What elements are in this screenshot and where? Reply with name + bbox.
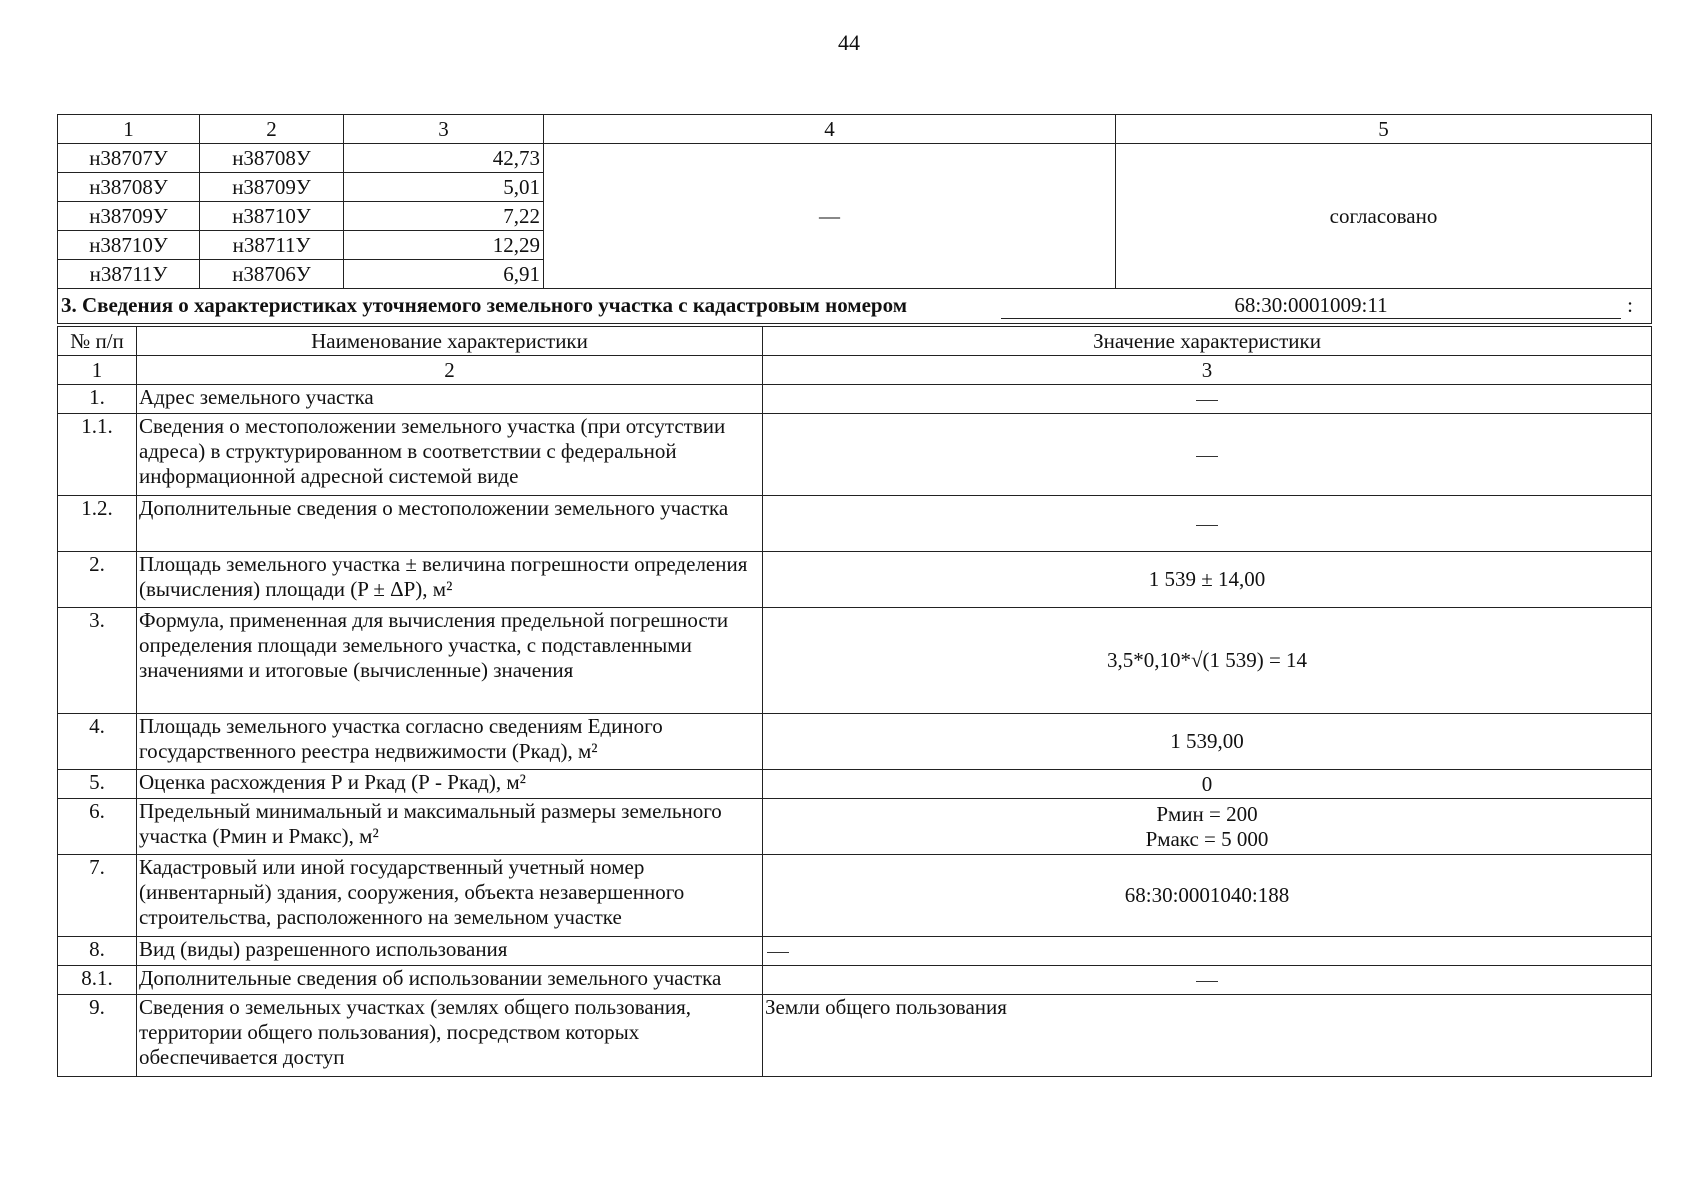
table-row	[58, 496, 1652, 552]
row-name: Оценка расхождения Р и Ркад (Р - Ркад), м²	[137, 770, 763, 799]
max-size: Рмакс = 5 000	[1145, 826, 1269, 851]
point-from: н38709У	[58, 202, 200, 231]
characteristics-table	[57, 326, 1652, 1077]
segment-length: 12,29	[344, 231, 544, 260]
row-value-dash	[763, 385, 1652, 414]
row-value-dash	[763, 414, 1652, 496]
point-to: н38711У	[200, 231, 344, 260]
segment-length: 5,01	[344, 173, 544, 202]
row-num: 5.	[58, 770, 137, 799]
dash-mark	[767, 952, 789, 953]
row-name: Вид (виды) разрешенного использования	[137, 937, 763, 966]
row-name: Площадь земельного участка ± величина погрешности определения (вычисления) площади (P ± ΔP), м²	[137, 552, 763, 608]
row-value: 68:30:0001040:188	[763, 855, 1652, 937]
point-from: н38710У	[58, 231, 200, 260]
row-name: Дополнительные сведения о местоположении земельного участка	[137, 496, 763, 552]
row-value: 1 539 ± 14,00	[763, 552, 1652, 608]
col-header: 1	[58, 115, 200, 144]
row-name: Площадь земельного участка согласно сведениям Единого государственного реестра недвижимости (Ркад), м²	[137, 714, 763, 770]
table-header-row	[58, 327, 1652, 356]
dash-mark	[1196, 456, 1218, 457]
row-name: Предельный минимальный и максимальный размеры земельного участка (Рмин и Рмакс), м²	[137, 799, 763, 855]
column-numbers-row	[58, 356, 1652, 385]
point-from: н38711У	[58, 260, 200, 289]
point-from: н38707У	[58, 144, 200, 173]
row-num: 2.	[58, 552, 137, 608]
col-header: 2	[200, 115, 344, 144]
row-num: 7.	[58, 855, 137, 937]
header-name: Наименование характеристики	[137, 327, 763, 356]
table-header-row	[58, 115, 1652, 144]
section-title: 3. Сведения о характеристиках уточняемого земельного участка с кадастровым номером	[61, 293, 908, 317]
segment-length: 6,91	[344, 260, 544, 289]
row-name: Сведения о земельных участках (землях общего пользования, территории общего пользования), посредством которых обеспечивается доступ	[137, 995, 763, 1077]
row-name: Кадастровый или иной государственный учетный номер (инвентарный) здания, сооружения, объекта незавершенного строительства, расположенного на земельном участке	[137, 855, 763, 937]
table-row	[58, 770, 1652, 799]
header-value: Значение характеристики	[763, 327, 1652, 356]
row-num: 9.	[58, 995, 137, 1077]
table-row	[58, 966, 1652, 995]
row-value: 1 539,00	[763, 714, 1652, 770]
point-from: н38708У	[58, 173, 200, 202]
dash-mark	[1196, 981, 1218, 982]
row-name: Сведения о местоположении земельного участка (при отсутствии адреса) в структурированном в соответствии с федеральной информационной адресной системой виде	[137, 414, 763, 496]
row-num: 4.	[58, 714, 137, 770]
table-row	[58, 414, 1652, 496]
table-row	[58, 385, 1652, 414]
row-num: 8.1.	[58, 966, 137, 995]
row-num: 1.1.	[58, 414, 137, 496]
row-num: 8.	[58, 937, 137, 966]
col-number: 2	[137, 356, 763, 385]
table-row	[58, 714, 1652, 770]
row-value: Земли общего пользования	[763, 995, 1652, 1077]
table-row	[58, 855, 1652, 937]
point-to: н38710У	[200, 202, 344, 231]
row-value: 3,5*0,10*√(1 539) = 14	[763, 608, 1652, 714]
col-header: 4	[544, 115, 1116, 144]
page-number: 44	[838, 30, 860, 55]
row-value-dash	[763, 937, 1652, 966]
point-to: н38706У	[200, 260, 344, 289]
approval-status: согласовано	[1116, 144, 1652, 289]
boundary-points-table	[57, 114, 1652, 324]
dash-mark	[1196, 525, 1218, 526]
point-to: н38708У	[200, 144, 344, 173]
section-colon: :	[1627, 293, 1633, 317]
header-num: № п/п	[58, 327, 137, 356]
row-name: Формула, примененная для вычисления предельной погрешности определения площади земельного участка, с подставленными значениями и итоговые (вычисленные) значения	[137, 608, 763, 714]
row-num: 6.	[58, 799, 137, 855]
section-heading	[58, 289, 1652, 324]
row-name: Адрес земельного участка	[137, 385, 763, 414]
row-value-dash	[763, 966, 1652, 995]
table-row	[58, 937, 1652, 966]
point-to: н38709У	[200, 173, 344, 202]
row-num: 1.	[58, 385, 137, 414]
col-header: 3	[344, 115, 544, 144]
segment-length: 7,22	[344, 202, 544, 231]
col-number: 3	[763, 356, 1652, 385]
row-name: Дополнительные сведения об использовании земельного участка	[137, 966, 763, 995]
col-header: 5	[1116, 115, 1652, 144]
row-num: 3.	[58, 608, 137, 714]
table-row	[58, 608, 1652, 714]
col4-value: —	[544, 144, 1116, 289]
dash-mark	[1196, 400, 1218, 401]
min-size: Рмин = 200	[1156, 801, 1258, 826]
row-value: 0	[763, 770, 1652, 799]
row-value-limits	[763, 799, 1652, 855]
table-row	[58, 552, 1652, 608]
table-row	[58, 799, 1652, 855]
cadastral-number: 68:30:0001009:11	[1001, 293, 1621, 319]
row-num: 1.2.	[58, 496, 137, 552]
col-number: 1	[58, 356, 137, 385]
row-value-dash	[763, 496, 1652, 552]
table-row	[58, 995, 1652, 1077]
table-row	[58, 144, 1652, 173]
section-heading-row	[58, 289, 1652, 324]
segment-length: 42,73	[344, 144, 544, 173]
